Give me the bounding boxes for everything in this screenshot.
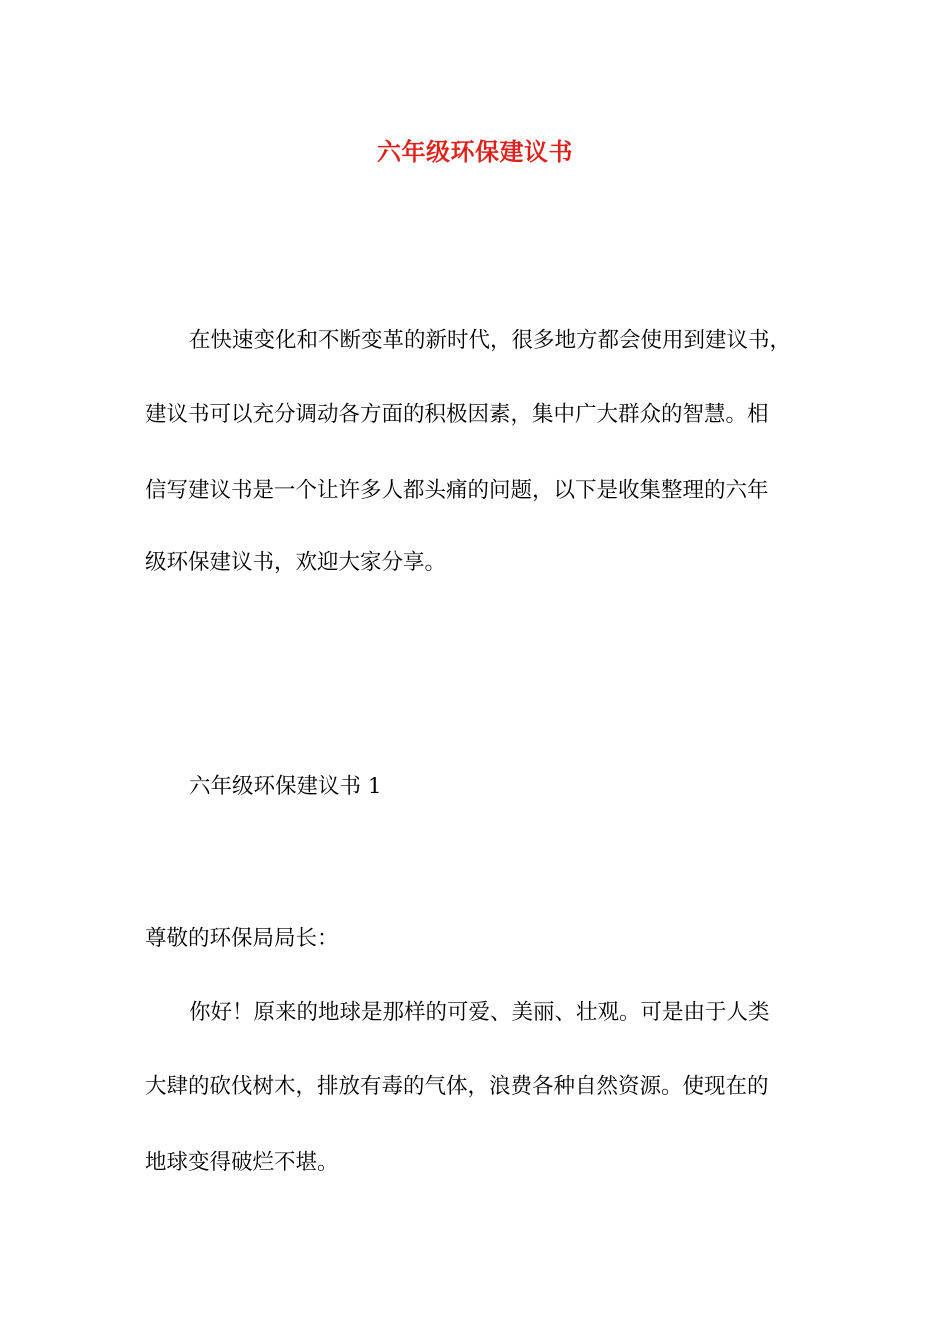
body-line-1: 你好！原来的地球是那样的可爱、美丽、壮观。可是由于人类 [189, 1000, 770, 1025]
section-heading: 六年级环保建议书 1 [189, 774, 382, 799]
intro-line-1: 在快速变化和不断变革的新时代，很多地方都会使用到建议书， [189, 328, 792, 353]
intro-line-2: 建议书可以充分调动各方面的积极因素，集中广大群众的智慧。相 [145, 402, 769, 427]
body-line-3: 地球变得破烂不堪。 [145, 1150, 339, 1175]
body-line-2: 大肆的砍伐树木，排放有毒的气体，浪费各种自然资源。使现在的 [145, 1074, 769, 1099]
salutation: 尊敬的环保局局长： [145, 926, 339, 951]
intro-line-3: 信写建议书是一个让许多人都头痛的问题，以下是收集整理的六年 [145, 478, 769, 503]
intro-line-4: 级环保建议书，欢迎大家分享。 [145, 550, 447, 575]
document-title: 六年级环保建议书 [377, 137, 573, 166]
